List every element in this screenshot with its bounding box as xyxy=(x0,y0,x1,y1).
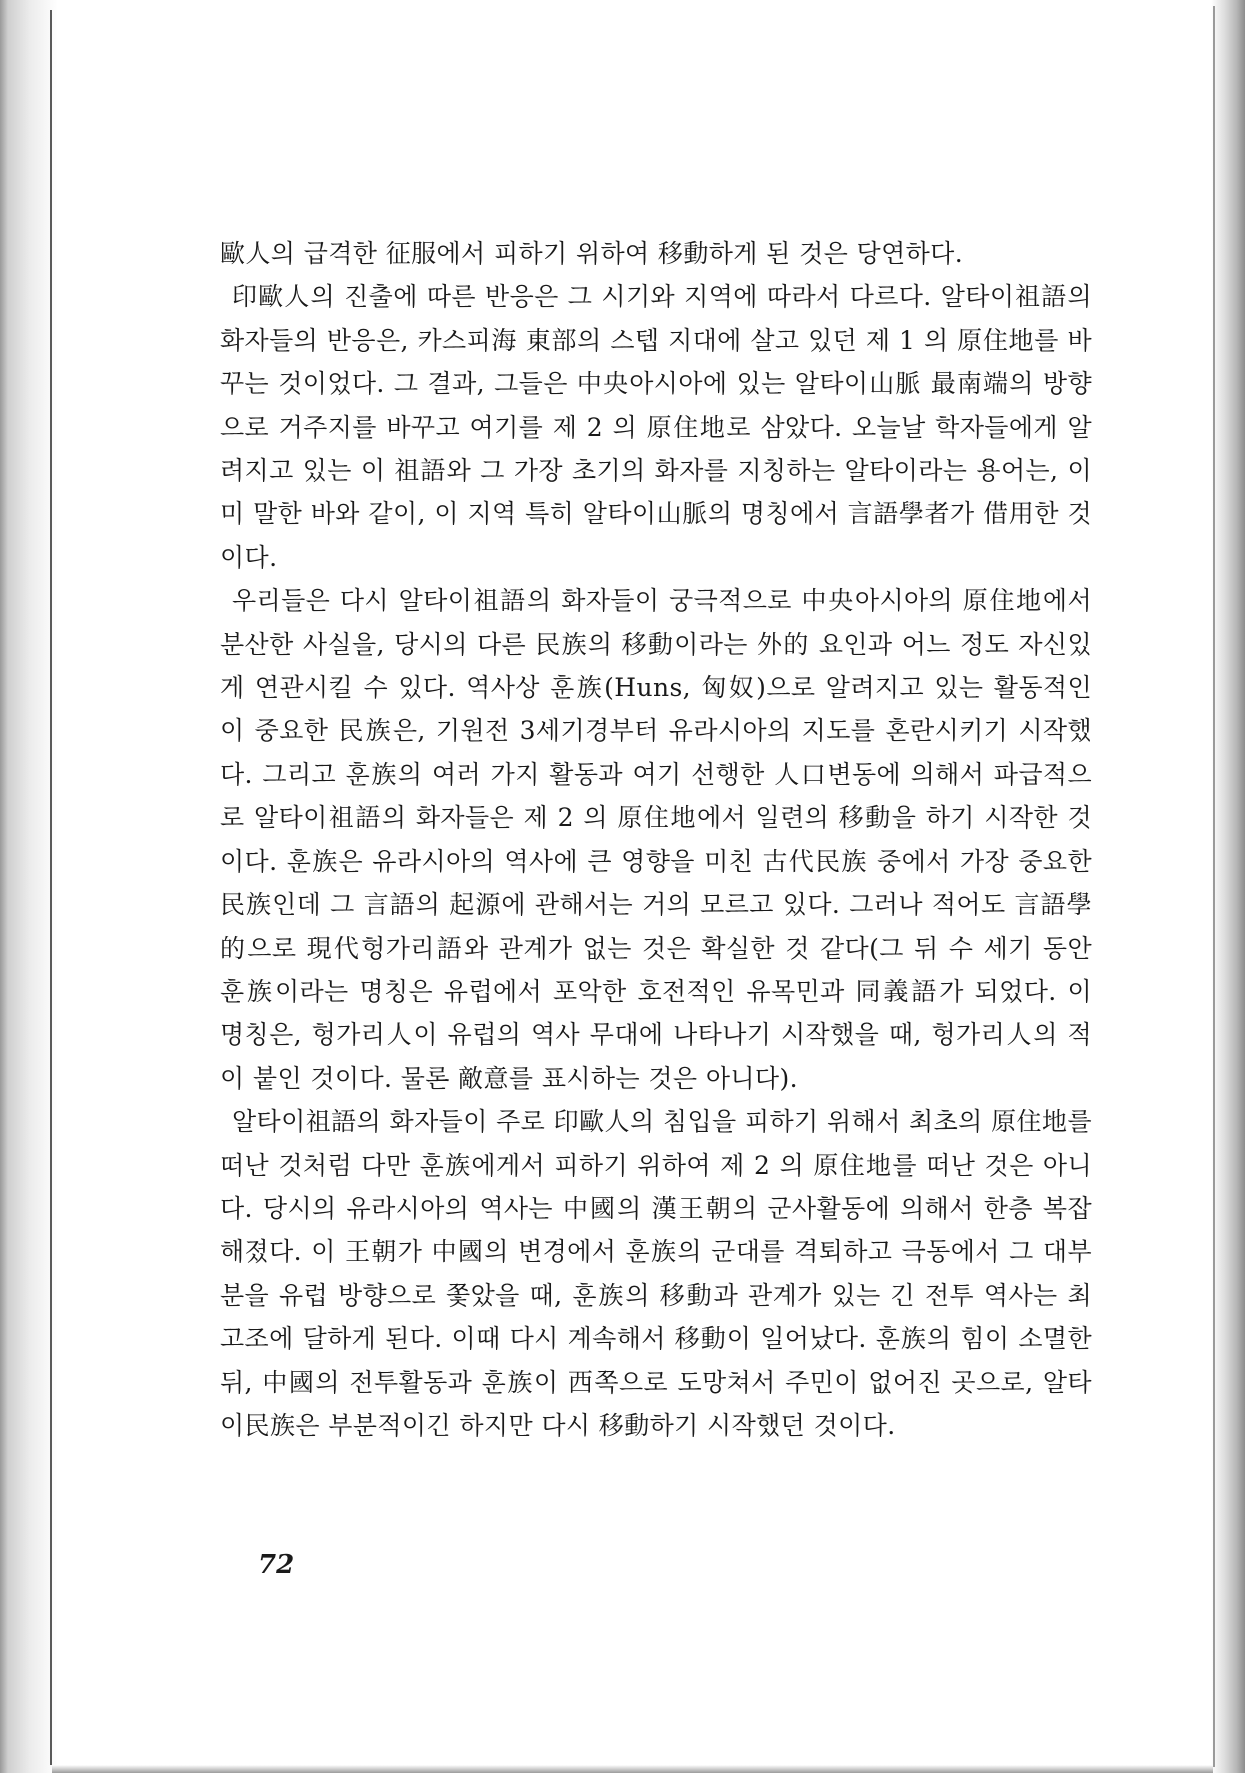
page-right-edge-shadow xyxy=(1211,0,1245,1773)
page-number: 72 xyxy=(258,1550,295,1580)
page-right-edge-line xyxy=(1213,6,1215,1767)
paragraph: 알타이祖語의 화자들이 주로 印歐人의 침입을 피하기 위해서 최초의 原住地를 떠난 것처럼 다만 훈族에게서 피하기 위하여 제 2 의 原住地를 떠난 것은 아니다. 당시의 유라시아의 역사는 中國의 漢王朝의 군사활동에 의해서 한층 복잡해졌다. 이 王朝가 中國의 변경에서 훈族의 군대를 격퇴하고 극동에서 그 대부분을 유럽 방향으로 쫓았을 때, 훈族의 移動과 관계가 있는 긴 전투 역사는 최고조에 달하게 된다. 이때 다시 계속해서 移動이 일어났다. 훈族의 힘이 소멸한 뒤, 中國의 전투활동과 훈族이 西쪽으로 도망쳐서 주민이 없어진 곳으로, 알타이民族은 부분적이긴 하지만 다시 移動하기 시작했던 것이다. xyxy=(220,1107,1092,1440)
page-bottom-edge-shadow xyxy=(52,1765,1213,1773)
paragraph-continuation: 歐人의 급격한 征服에서 피하기 위하여 移動하게 된 것은 당연하다. xyxy=(220,239,964,268)
page-left-edge-line xyxy=(50,10,52,1765)
paragraph: 우리들은 다시 알타이祖語의 화자들이 궁극적으로 中央아시아의 原住地에서 분산한 사실을, 당시의 다른 民族의 移動이라는 外的 요인과 어느 정도 자신있게 연관시킬 수 있다. 역사상 훈族(Huns, 匈奴)으로 알려지고 있는 활동적인 이 중요한 民族은, 기원전 3세기경부터 유라시아의 지도를 혼란시키기 시작했다. 그리고 훈族의 여러 가지 활동과 여기 선행한 人口변동에 의해서 파급적으로 알타이祖語의 화자들은 제 2 의 原住地에서 일련의 移動을 하기 시작한 것이다. 훈族은 유라시아의 역사에 큰 영향을 미친 古代民族 중에서 가장 중요한 民族인데 그 言語의 起源에 관해서는 거의 모르고 있다. 그러나 적어도 言語學的으로 現代헝가리語와 관계가 없는 것은 확실한 것 같다(그 뒤 수 세기 동안 훈族이라는 명칭은 유럽에서 포악한 호전적인 유목민과 同義語가 되었다. 이 명칭은, 헝가리人이 유럽의 역사 무대에 나타나기 시작했을 때, 헝가리人의 적이 붙인 것이다. 물론 敵意를 표시하는 것은 아니다). xyxy=(220,586,1092,1093)
paragraph: 印歐人의 진출에 따른 반응은 그 시기와 지역에 따라서 다르다. 알타이祖語의 화자들의 반응은, 카스피海 東部의 스텝 지대에 살고 있던 제 1 의 原住地를 바꾸는 것이었다. 그 결과, 그들은 中央아시아에 있는 알타이山脈 最南端의 방향으로 거주지를 바꾸고 여기를 제 2 의 原住地로 삼았다. 오늘날 학자들에게 알려지고 있는 이 祖語와 그 가장 초기의 화자를 지칭하는 알타이라는 용어는, 이미 말한 바와 같이, 이 지역 특히 알타이山脈의 명칭에서 言語學者가 借用한 것이다. xyxy=(220,282,1092,572)
page-body-text xyxy=(220,232,1092,1447)
